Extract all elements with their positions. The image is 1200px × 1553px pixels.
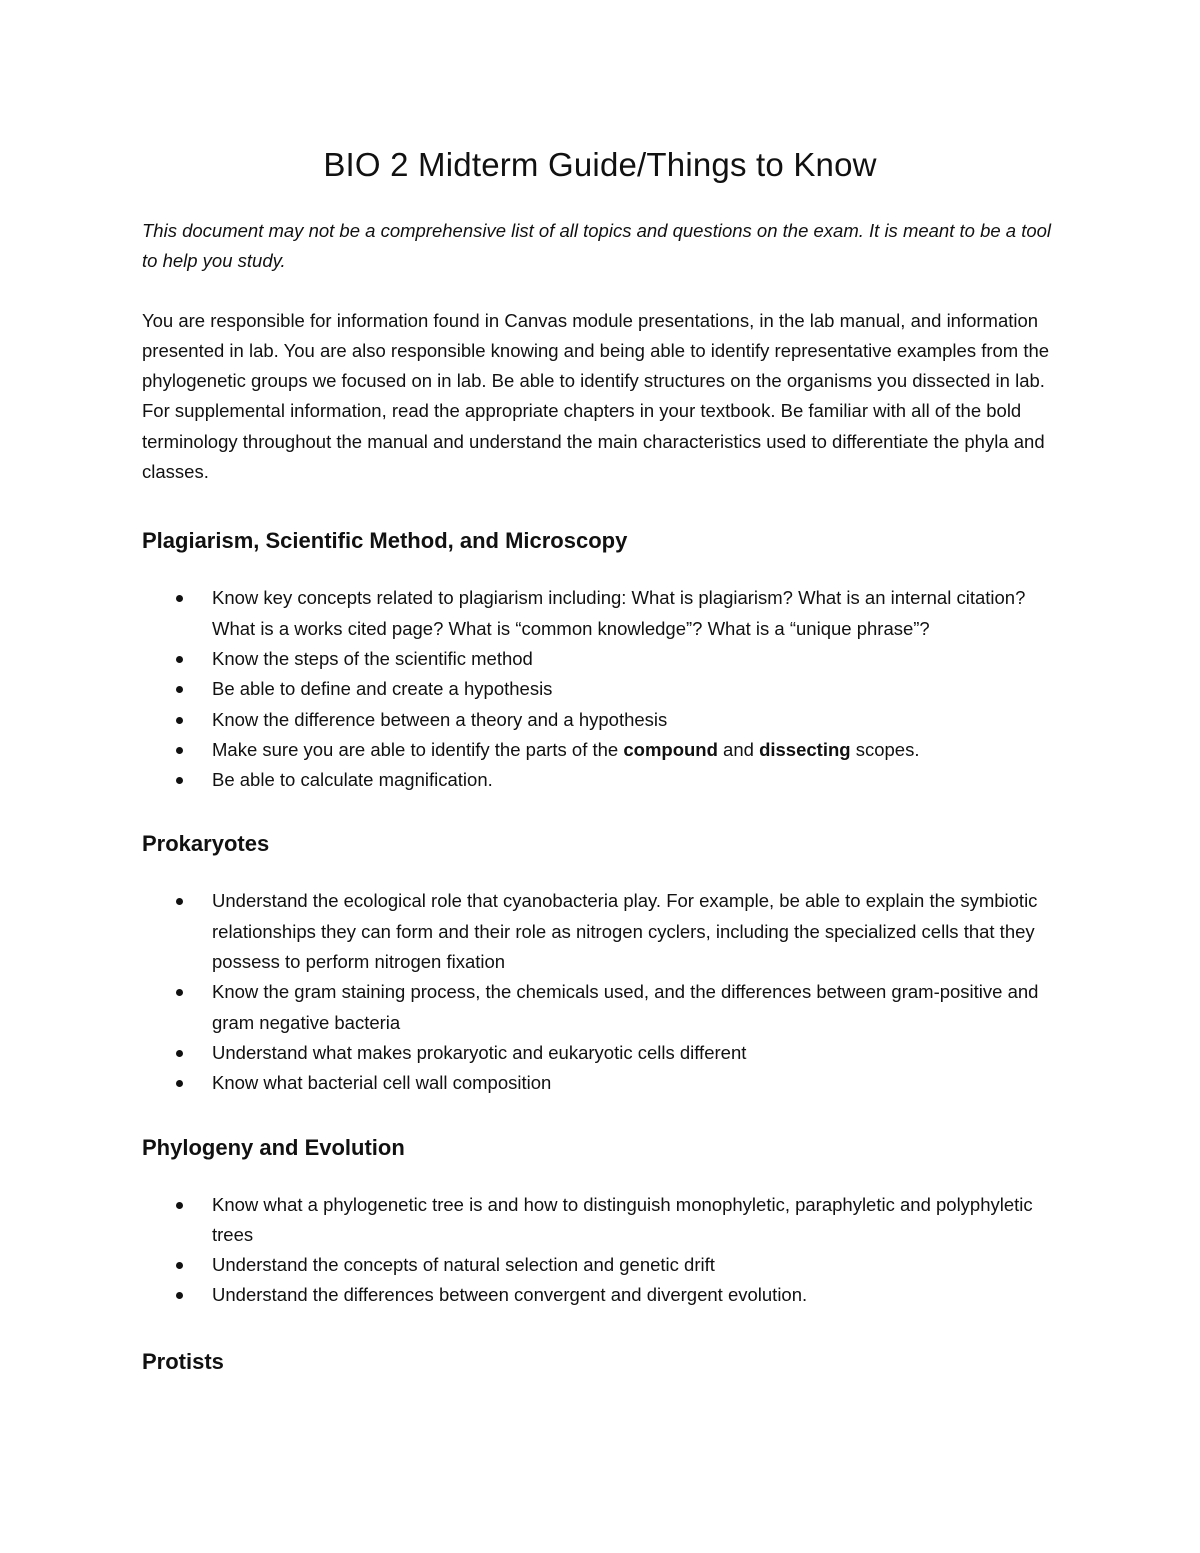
dissecting-term: dissecting	[759, 738, 851, 760]
responsibility-paragraph: You are responsible for information found in Canvas module presentations, in the lab manual, and information presented in lab. You are also responsible knowing and being able to identify representative examples from the phylogenetic groups we focused on in lab. Be able to identify structures on the organisms you dissected in lab. For supplemental information, read the appropriate chapters in your textbook. Be familiar with all of the bold terminology throughout the manual and understand the main characteristics used to differentiate the phyla and classes.	[142, 309, 1050, 483]
plagiarism-list	[142, 583, 1062, 795]
list-item: Know key concepts related to plagiarism including: What is plagiarism? What is an internal citation? What is a works cited page? What is “common knowledge”? What is a “unique phrase”?	[142, 583, 1062, 644]
list-item: Understand what makes prokaryotic and eukaryotic cells different	[142, 1038, 1062, 1068]
section-heading-protists: Protists	[142, 1348, 224, 1374]
phylogeny-list	[142, 1190, 1062, 1311]
section-heading-phylogeny: Phylogeny and Evolution	[142, 1134, 405, 1160]
list-item: Know what a phylogenetic tree is and how to distinguish monophyletic, paraphyletic and polyphyletic trees	[142, 1190, 1062, 1251]
list-item: Be able to calculate magnification.	[142, 765, 1062, 795]
scopes-text-middle: and	[717, 738, 760, 760]
scopes-text-prefix: Make sure you are able to identify the parts of the	[212, 738, 624, 760]
document-title: BIO 2 Midterm Guide/Things to Know	[323, 146, 877, 183]
list-item: Know the difference between a theory and a hypothesis	[142, 705, 1062, 735]
list-item: Be able to define and create a hypothesis	[142, 674, 1062, 704]
document-body	[142, 216, 1062, 1377]
scopes-text-suffix: scopes.	[850, 738, 920, 760]
section-heading-prokaryotes: Prokaryotes	[142, 831, 270, 857]
list-item: Know what bacterial cell wall composition	[142, 1068, 1062, 1098]
list-item: Know the gram staining process, the chemicals used, and the differences between gram-positive and gram negative bacteria	[142, 977, 1062, 1038]
list-item: Understand the concepts of natural selection and genetic drift	[142, 1250, 1062, 1280]
prokaryotes-list	[142, 886, 1062, 1098]
list-item: Understand the differences between convergent and divergent evolution.	[142, 1280, 1062, 1310]
list-item: Know the steps of the scientific method	[142, 644, 1062, 674]
compound-term: compound	[623, 738, 718, 760]
disclaimer-note: This document may not be a comprehensive list of all topics and questions on the exam. It is meant to be a tool to help you study.	[142, 220, 1052, 272]
section-heading-plagiarism: Plagiarism, Scientific Method, and Microscopy	[142, 528, 628, 554]
list-item: Understand the ecological role that cyanobacteria play. For example, be able to explain the symbiotic relationships they can form and their role as nitrogen cyclers, including the specialized cells that they possess to perform nitrogen fixation	[142, 886, 1062, 977]
list-item-scopes	[142, 735, 1062, 765]
